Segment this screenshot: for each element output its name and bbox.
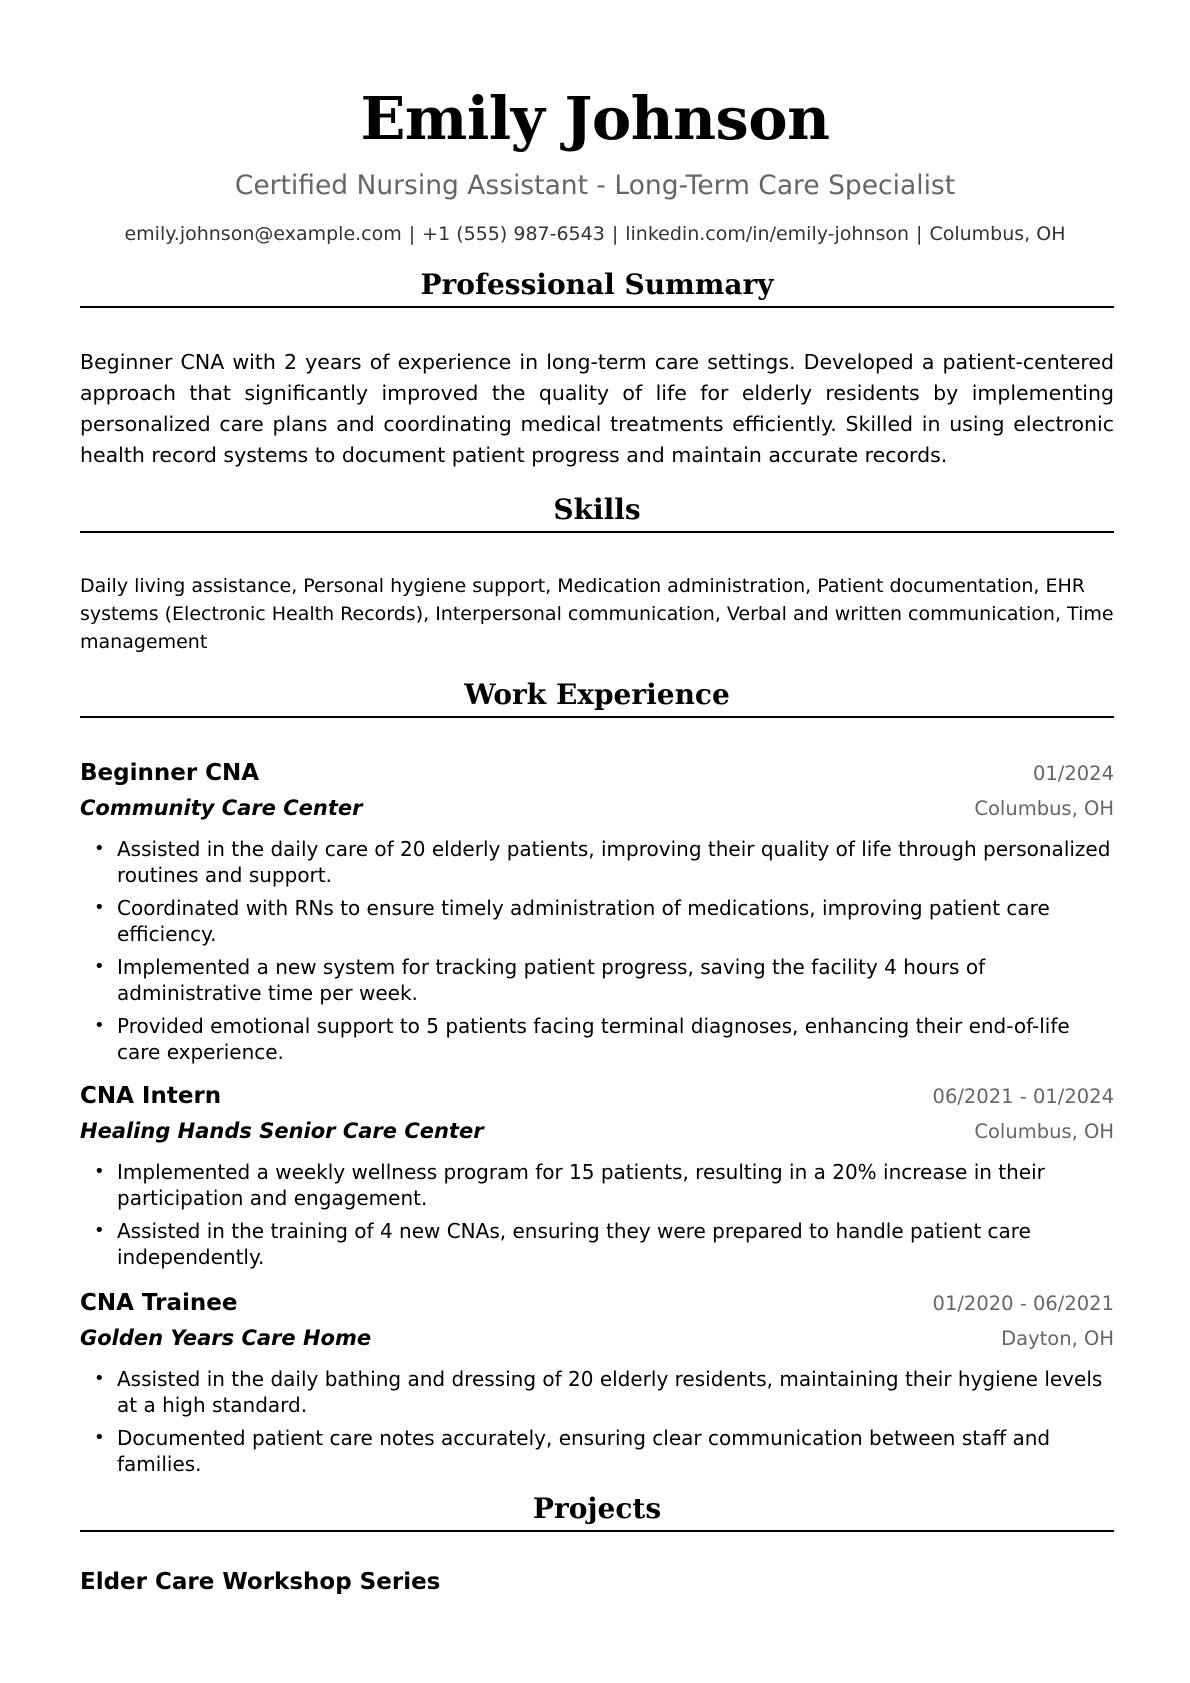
bullet-text: Implemented a weekly wellness program for 15 patients, resulting in a 20% increase in their participation and engagement. xyxy=(117,1160,1045,1210)
summary-text: Beginner CNA with 2 years of experience in long-term care settings. Developed a patient-centered approach that significantly improved the quality of life for elderly residents by implementing personalized care plans and coordinating medical treatments efficiently. Skilled in using electronic health record systems to document patient progress and maintain accurate records. xyxy=(80,350,1114,467)
bullet-text: Implemented a new system for tracking patient progress, saving the facility 4 hours of administrative time per week. xyxy=(117,955,986,1005)
candidate-name: Emily Johnson xyxy=(360,84,830,153)
bullet-marker: • xyxy=(94,1427,105,1448)
experience-entry xyxy=(80,1286,1114,1484)
job-date: 01/2024 xyxy=(1032,762,1114,785)
bullet-item xyxy=(80,836,1114,888)
project-name: Elder Care Workshop Series xyxy=(80,1569,441,1595)
contact-email[interactable]: emily.johnson@example.com xyxy=(124,223,402,245)
bullet-text: Documented patient care notes accurately, ensuring clear communication between staff and families. xyxy=(117,1426,1051,1476)
job-location: Columbus, OH xyxy=(974,797,1114,820)
bullet-item xyxy=(80,895,1114,947)
job-title: Certified Nursing Assistant - Long-Term Care Specialist xyxy=(234,170,956,201)
job-bullets xyxy=(80,1366,1114,1477)
bullet-item xyxy=(80,1013,1114,1065)
bullet-marker: • xyxy=(94,1368,105,1389)
section-heading-projects: Projects xyxy=(80,1490,1114,1532)
contact-separator: | xyxy=(916,223,923,245)
job-location: Dayton, OH xyxy=(1001,1327,1114,1350)
contact-separator: | xyxy=(611,223,619,245)
section-heading-skills: Skills xyxy=(80,491,1114,533)
section-heading-summary: Professional Summary xyxy=(80,266,1114,308)
job-location: Columbus, OH xyxy=(974,1120,1114,1143)
bullet-text: Assisted in the training of 4 new CNAs, ensuring they were prepared to handle patient care independently. xyxy=(117,1219,1031,1269)
bullet-text: Assisted in the daily care of 20 elderly patients, improving their quality of life through personalized routines and support. xyxy=(117,837,1111,887)
contact-linkedin[interactable]: linkedin.com/in/emily-johnson xyxy=(625,223,910,245)
bullet-item xyxy=(80,1425,1114,1477)
skills-text: Daily living assistance, Personal hygiene support, Medication administration, Patient documentation, EHR systems (Electronic Health Records), Interpersonal communication, Verbal and written communication, Time management xyxy=(80,575,1114,653)
contact-location: Columbus, OH xyxy=(929,223,1066,245)
bullet-marker: • xyxy=(94,1161,105,1182)
bullet-marker: • xyxy=(94,1220,105,1241)
bullet-text: Coordinated with RNs to ensure timely administration of medications, improving patient care efficiency. xyxy=(117,896,1050,946)
bullet-text: Assisted in the daily bathing and dressing of 20 elderly residents, maintaining their hygiene levels at a high standard. xyxy=(117,1367,1103,1417)
job-role: CNA Trainee xyxy=(80,1290,238,1316)
bullet-item xyxy=(80,1366,1114,1418)
project-entry xyxy=(80,1565,1114,1599)
bullet-marker: • xyxy=(94,956,105,977)
bullet-marker: • xyxy=(94,1015,105,1036)
job-bullets xyxy=(80,1159,1114,1270)
job-company: Community Care Center xyxy=(80,796,363,820)
bullet-item xyxy=(80,1159,1114,1211)
job-company: Golden Years Care Home xyxy=(80,1326,372,1350)
job-date: 01/2020 - 06/2021 xyxy=(932,1292,1114,1315)
bullet-item xyxy=(80,954,1114,1006)
job-date: 06/2021 - 01/2024 xyxy=(932,1085,1114,1108)
contact-phone[interactable]: +1 (555) 987-6543 xyxy=(422,223,605,245)
job-company: Healing Hands Senior Care Center xyxy=(80,1119,484,1143)
bullet-item xyxy=(80,1218,1114,1270)
experience-entry xyxy=(80,1079,1114,1277)
contact-line xyxy=(0,221,1190,247)
bullet-text: Provided emotional support to 5 patients facing terminal diagnoses, enhancing their end-of-life care experience. xyxy=(117,1014,1070,1064)
job-role: Beginner CNA xyxy=(80,760,260,786)
job-role: CNA Intern xyxy=(80,1083,222,1109)
contact-separator: | xyxy=(408,223,416,245)
bullet-marker: • xyxy=(94,897,105,918)
bullet-marker: • xyxy=(94,838,105,859)
experience-entry xyxy=(80,756,1114,1072)
section-heading-experience: Work Experience xyxy=(80,676,1114,718)
job-bullets xyxy=(80,836,1114,1065)
